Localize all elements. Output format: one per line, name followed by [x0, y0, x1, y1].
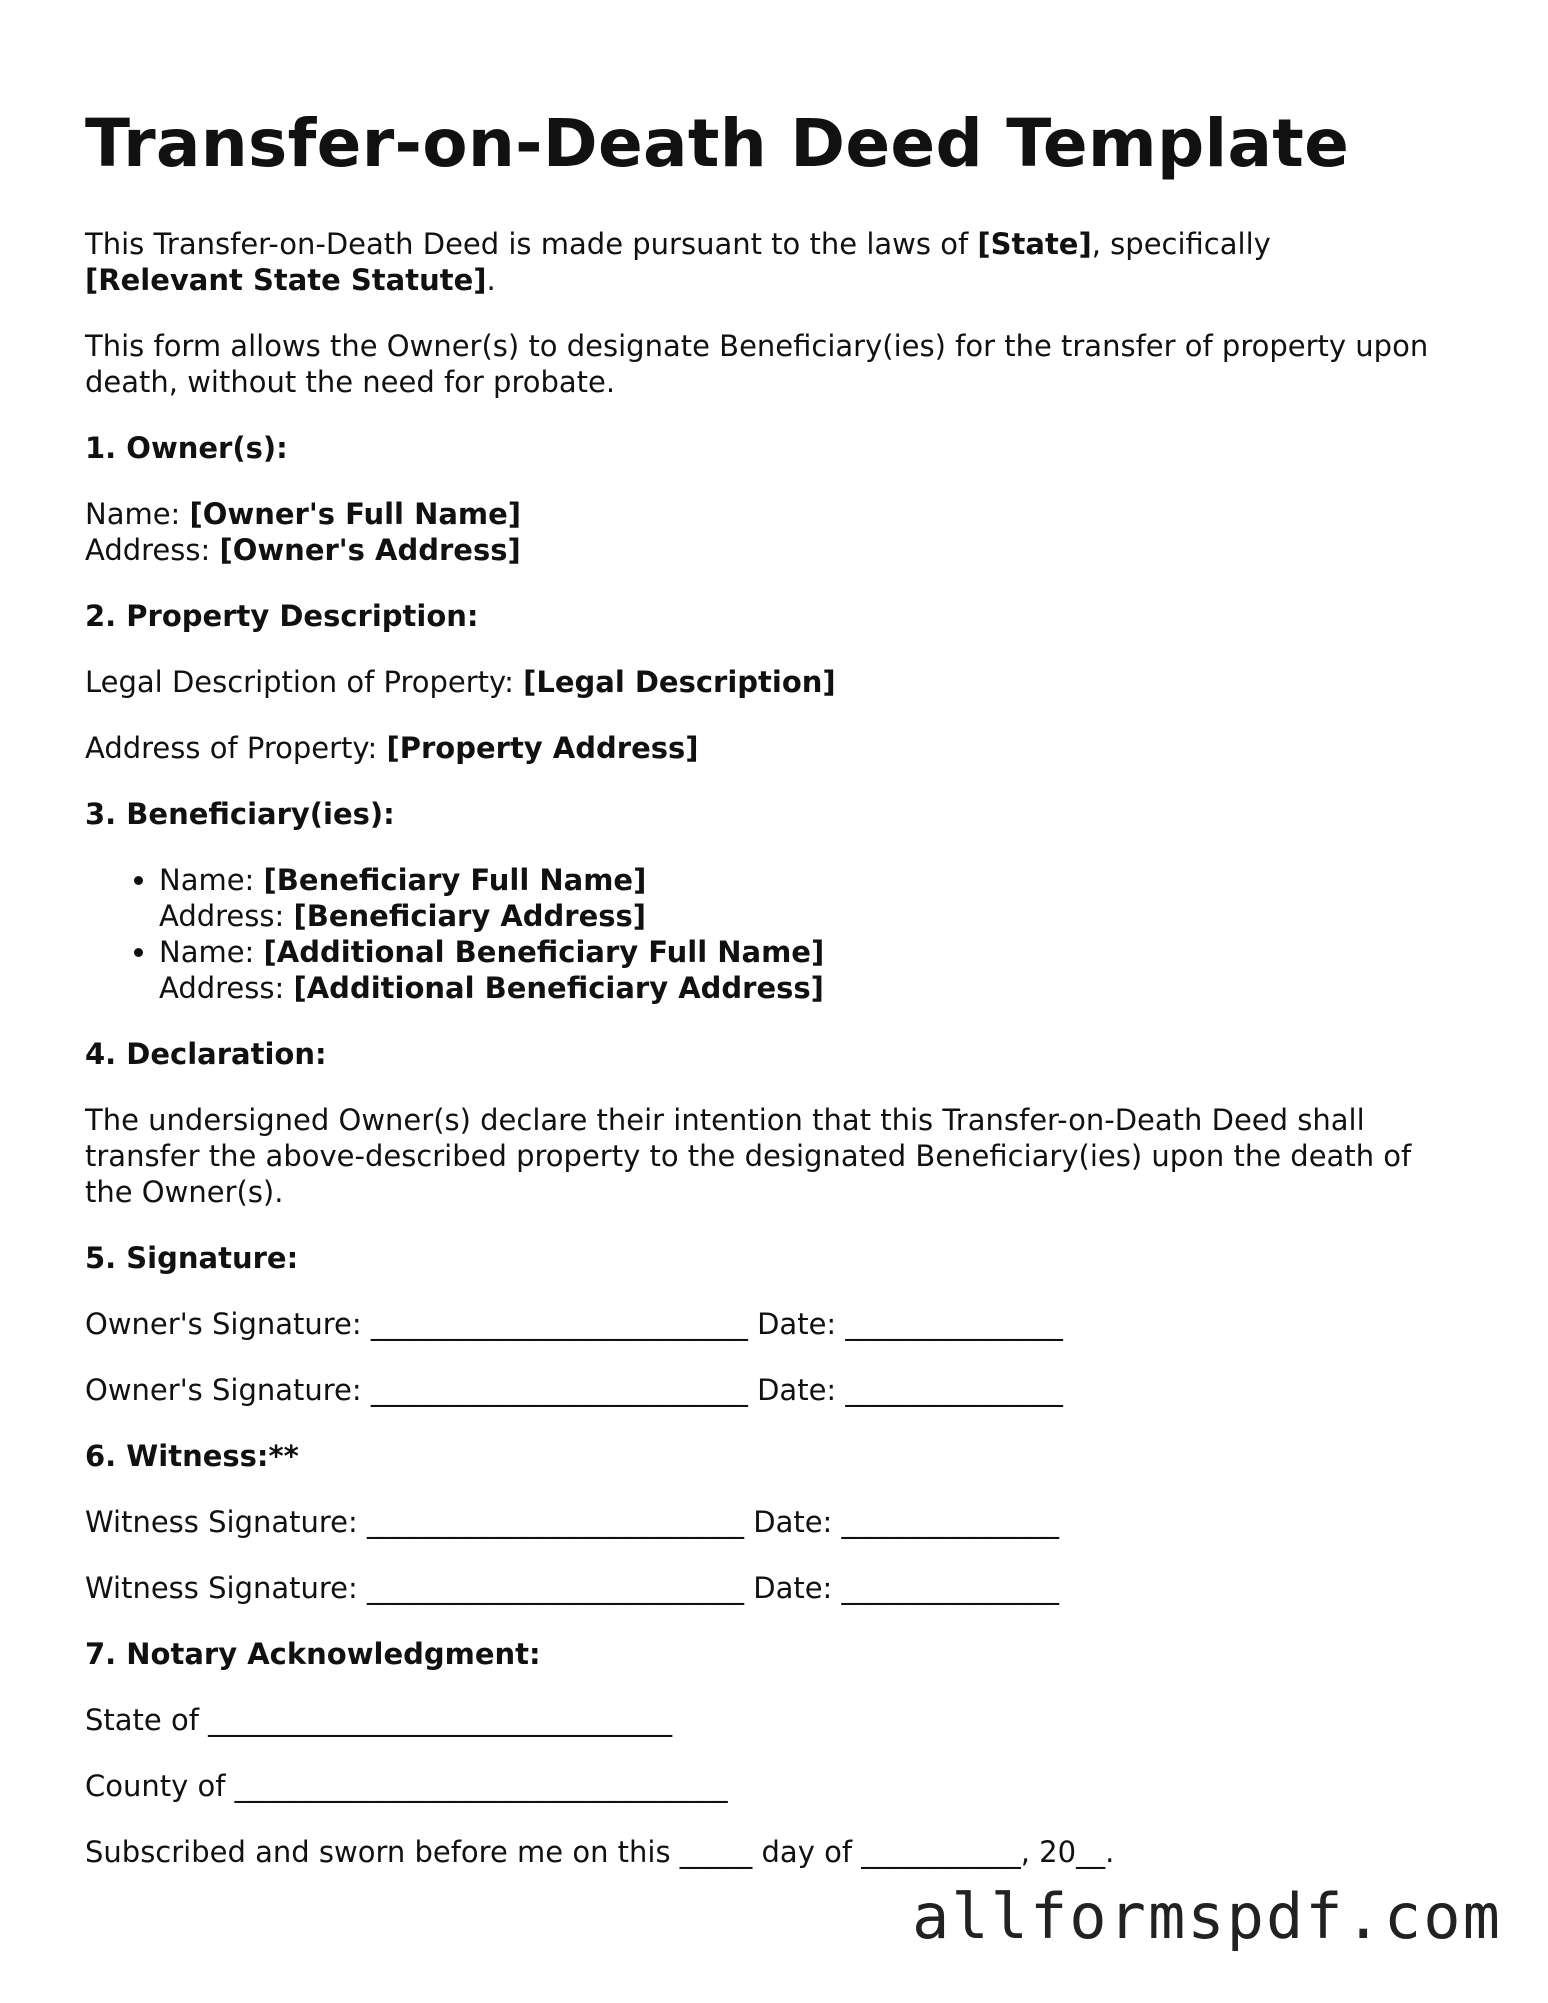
purpose-paragraph: This form allows the Owner(s) to designate Beneficiary(ies) for the transfer of property upon death, without the need for probate.: [85, 329, 1429, 399]
intro-text-middle: , specifically: [1091, 227, 1271, 261]
beneficiary-address-label: Address:: [159, 899, 294, 933]
beneficiary-address-value: [Additional Beneficiary Address]: [293, 971, 824, 1005]
intro-text-end: .: [486, 263, 496, 297]
notary-state-line: State of ________________________________: [85, 1703, 673, 1737]
notary-heading: 7. Notary Acknowledgment:: [85, 1637, 541, 1671]
witness-signature-line: Witness Signature: __________________________ Date: _______________: [85, 1505, 1060, 1539]
beneficiary-name-label: Name:: [159, 863, 264, 897]
beneficiary-address-label: Address:: [159, 971, 294, 1005]
beneficiary-address-value: [Beneficiary Address]: [293, 899, 647, 933]
witness-heading: 6. Witness:**: [85, 1439, 299, 1473]
property-heading: 2. Property Description:: [85, 599, 479, 633]
owners-heading: 1. Owner(s):: [85, 431, 288, 465]
owner-address-label: Address:: [85, 533, 220, 567]
beneficiary-name-value: [Additional Beneficiary Full Name]: [263, 935, 825, 969]
signature-heading: 5. Signature:: [85, 1241, 299, 1275]
beneficiaries-heading: 3. Beneficiary(ies):: [85, 797, 395, 831]
list-item: [159, 862, 1465, 934]
declaration-heading: 4. Declaration:: [85, 1037, 327, 1071]
intro-paragraph: [85, 226, 1465, 298]
property-address-label: Address of Property:: [85, 731, 387, 765]
property-legal-value: [Legal Description]: [523, 665, 836, 699]
witness-signature-line: Witness Signature: __________________________ Date: _______________: [85, 1571, 1060, 1605]
beneficiary-name-label: Name:: [159, 935, 264, 969]
owner-address-value: [Owner's Address]: [219, 533, 521, 567]
notary-county-line: County of __________________________________: [85, 1769, 728, 1803]
owner-signature-line: Owner's Signature: __________________________ Date: _______________: [85, 1307, 1063, 1341]
owners-block: [85, 496, 1465, 568]
property-address-value: [Property Address]: [386, 731, 699, 765]
statute-placeholder: [Relevant State Statute]: [85, 263, 487, 297]
property-address-line: [85, 730, 1465, 766]
watermark: allformspdf.com: [912, 1880, 1502, 1953]
document-page: [85, 104, 1465, 1900]
owner-name-value: [Owner's Full Name]: [189, 497, 522, 531]
owner-signature-line: Owner's Signature: __________________________ Date: _______________: [85, 1373, 1063, 1407]
declaration-paragraph: The undersigned Owner(s) declare their intention that this Transfer-on-Death Deed shall transfer the above-described property to the designated Beneficiary(ies) upon the death of the Owner(s).: [85, 1103, 1412, 1209]
beneficiaries-list: [85, 862, 1465, 1006]
property-legal-line: [85, 664, 1465, 700]
beneficiary-name-value: [Beneficiary Full Name]: [263, 863, 647, 897]
intro-text-start: This Transfer-on-Death Deed is made pursuant to the laws of: [85, 227, 978, 261]
state-placeholder: [State]: [977, 227, 1092, 261]
notary-sworn-line: Subscribed and sworn before me on this _____ day of ___________, 20__.: [85, 1835, 1115, 1869]
document-title: Transfer-on-Death Deed Template: [85, 105, 1350, 182]
list-item: [159, 934, 1465, 1006]
property-legal-label: Legal Description of Property:: [85, 665, 524, 699]
owner-name-label: Name:: [85, 497, 190, 531]
